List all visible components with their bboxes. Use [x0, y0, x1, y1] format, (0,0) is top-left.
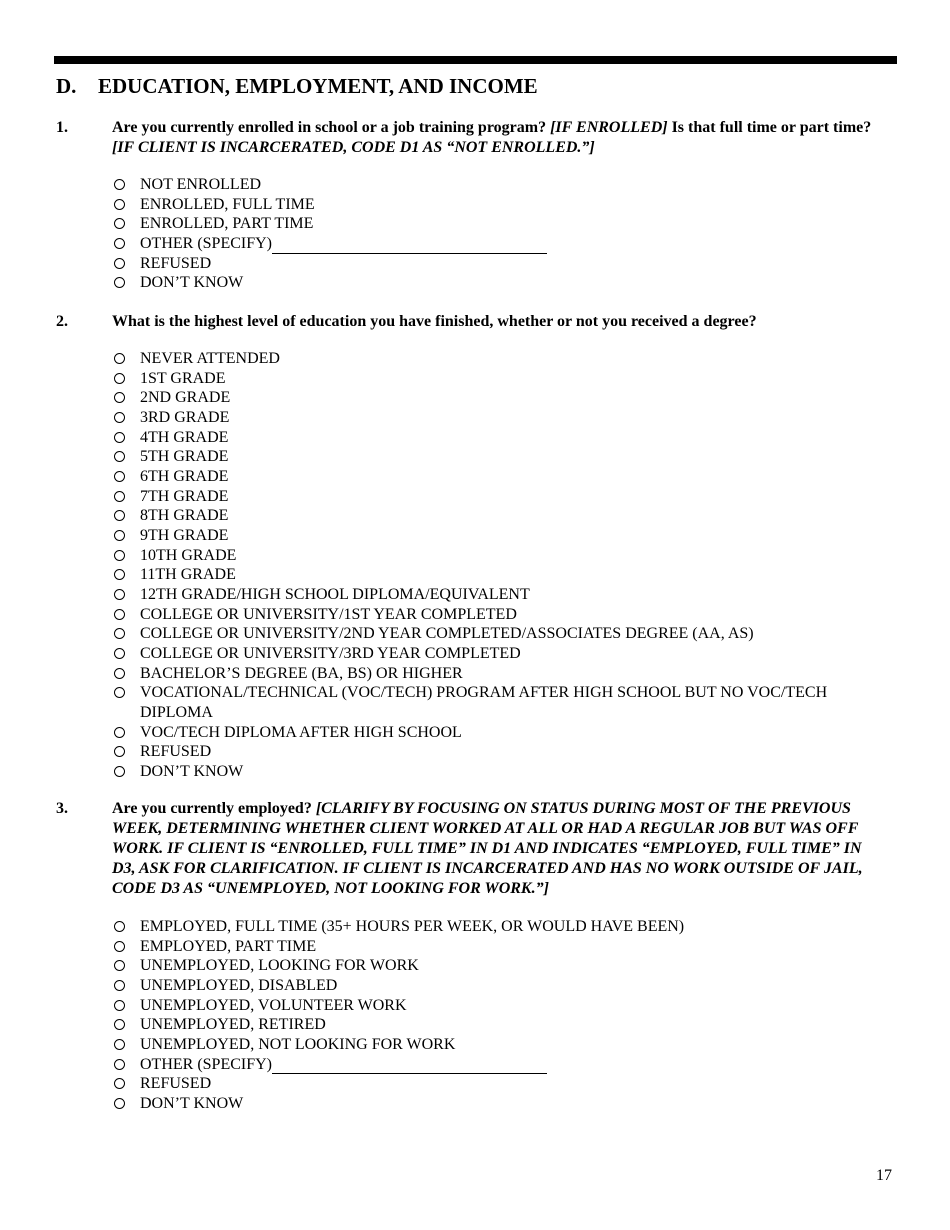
- options-list-q2: [112, 349, 892, 782]
- option-label: EMPLOYED, FULL TIME (35+ HOURS PER WEEK, OR WOULD HAVE BEEN): [140, 918, 685, 935]
- option-label: REFUSED: [140, 1075, 212, 1093]
- question-text-part: Is that full time or part time?: [667, 119, 872, 136]
- answer-option[interactable]: [112, 605, 892, 625]
- radio-button-icon[interactable]: [114, 412, 125, 423]
- radio-button-icon[interactable]: [114, 609, 125, 620]
- radio-button-icon[interactable]: [114, 766, 125, 777]
- radio-button-icon[interactable]: [114, 668, 125, 679]
- option-label: COLLEGE OR UNIVERSITY/1ST YEAR COMPLETED: [140, 605, 517, 623]
- interviewer-instruction: [CLARIFY BY FOCUSING ON STATUS DURING MOST OF THE PREVIOUS WEEK, DETERMINING WHETHER CLIENT WORKED AT ALL OR HAD A REGULAR JOB BUT WAS OFF WORK. IF CLIENT IS “ENROLLED, FULL TIME” IN D1 AND INDICATES “EMPLOYED, FULL TIME” IN D3, ASK FOR CLARIFICATION. IF CLIENT IS INCARCERATED AND HAS NO WORK OUTSIDE OF JAIL, CODE D3 AS “UNEMPLOYED, NOT LOOKING FOR WORK.”]: [112, 800, 863, 897]
- radio-button-icon[interactable]: [114, 530, 125, 541]
- option-label: 7TH GRADE: [140, 487, 229, 505]
- answer-option[interactable]: [112, 664, 892, 684]
- radio-button-icon[interactable]: [114, 471, 125, 482]
- option-label: ENROLLED, FULL TIME: [140, 195, 315, 213]
- option-label: UNEMPLOYED, NOT LOOKING FOR WORK: [140, 1036, 456, 1054]
- radio-button-icon[interactable]: [114, 1000, 125, 1011]
- option-label: VOC/TECH DIPLOMA AFTER HIGH SCHOOL: [140, 723, 462, 741]
- answer-option[interactable]: [112, 428, 892, 448]
- question-number: 3.: [56, 800, 68, 817]
- answer-option[interactable]: [112, 917, 892, 937]
- radio-button-icon[interactable]: [114, 1019, 125, 1030]
- answer-option[interactable]: [112, 234, 892, 254]
- radio-button-icon[interactable]: [114, 648, 125, 659]
- answer-option[interactable]: [112, 487, 892, 507]
- option-label: UNEMPLOYED, LOOKING FOR WORK: [140, 957, 419, 975]
- question-text-part: Are you currently enrolled in school or a job training program?: [112, 119, 551, 136]
- answer-option[interactable]: [112, 1074, 892, 1094]
- answer-option[interactable]: [112, 762, 892, 782]
- answer-option[interactable]: [112, 369, 892, 389]
- answer-option[interactable]: [112, 1094, 892, 1114]
- answer-option[interactable]: [112, 976, 892, 996]
- radio-button-icon[interactable]: [114, 218, 125, 229]
- option-label: REFUSED: [140, 254, 212, 272]
- answer-option[interactable]: [112, 644, 892, 664]
- option-label: 12TH GRADE/HIGH SCHOOL DIPLOMA/EQUIVALENT: [140, 586, 530, 604]
- option-label: 5TH GRADE: [140, 448, 229, 466]
- answer-option[interactable]: [112, 683, 892, 722]
- option-label: BACHELOR’S DEGREE (BA, BS) OR HIGHER: [140, 664, 463, 682]
- answer-option[interactable]: [112, 1055, 892, 1075]
- option-label: NOT ENROLLED: [140, 176, 262, 193]
- option-label: 6TH GRADE: [140, 468, 229, 486]
- radio-button-icon[interactable]: [114, 980, 125, 991]
- option-label: 2ND GRADE: [140, 389, 231, 407]
- answer-option[interactable]: [112, 175, 892, 195]
- radio-button-icon[interactable]: [114, 628, 125, 639]
- radio-button-icon[interactable]: [114, 258, 125, 269]
- question-text-part: What is the highest level of education you have finished, whether or not you received a degree?: [112, 313, 757, 330]
- options-list-q1: [112, 175, 892, 293]
- answer-option[interactable]: [112, 195, 892, 215]
- option-label: REFUSED: [140, 743, 212, 761]
- option-label: NEVER ATTENDED: [140, 350, 280, 367]
- option-label: VOCATIONAL/TECHNICAL (VOC/TECH) PROGRAM AFTER HIGH SCHOOL BUT NO VOC/TECH DIPLOMA: [140, 684, 828, 722]
- option-label: COLLEGE OR UNIVERSITY/3RD YEAR COMPLETED: [140, 645, 521, 663]
- question-text-part: Are you currently employed?: [112, 800, 316, 817]
- answer-option[interactable]: [112, 1035, 892, 1055]
- option-label: COLLEGE OR UNIVERSITY/2ND YEAR COMPLETED/ASSOCIATES DEGREE (AA, AS): [140, 625, 754, 643]
- options-list-q3: [112, 917, 892, 1114]
- radio-button-icon[interactable]: [114, 179, 125, 190]
- option-label: DON’T KNOW: [140, 274, 244, 292]
- radio-button-icon[interactable]: [114, 277, 125, 288]
- option-label: OTHER (SPECIFY): [140, 1055, 273, 1073]
- specify-input-line[interactable]: [272, 1058, 547, 1074]
- answer-option[interactable]: [112, 467, 892, 487]
- radio-button-icon[interactable]: [114, 199, 125, 210]
- radio-button-icon[interactable]: [114, 569, 125, 580]
- radio-button-icon[interactable]: [114, 1039, 125, 1050]
- radio-button-icon[interactable]: [114, 589, 125, 600]
- section-title: [56, 72, 538, 100]
- radio-button-icon[interactable]: [114, 960, 125, 971]
- option-label: DON’T KNOW: [140, 763, 244, 781]
- option-label: 10TH GRADE: [140, 546, 237, 564]
- radio-button-icon[interactable]: [114, 746, 125, 757]
- radio-button-icon[interactable]: [114, 1059, 125, 1070]
- answer-option[interactable]: [112, 214, 892, 234]
- section-letter: D.: [56, 74, 77, 98]
- question-number: 2.: [56, 313, 68, 330]
- answer-option[interactable]: [112, 937, 892, 957]
- radio-button-icon[interactable]: [114, 373, 125, 384]
- radio-button-icon[interactable]: [114, 353, 125, 364]
- answer-option[interactable]: [112, 526, 892, 546]
- question-text: [112, 799, 888, 899]
- option-label: EMPLOYED, PART TIME: [140, 937, 317, 955]
- question-1: [56, 118, 888, 158]
- radio-button-icon[interactable]: [114, 550, 125, 561]
- option-label: OTHER (SPECIFY): [140, 235, 273, 253]
- answer-option[interactable]: [112, 447, 892, 467]
- radio-button-icon[interactable]: [114, 392, 125, 403]
- question-3: [56, 799, 888, 899]
- option-label: UNEMPLOYED, RETIRED: [140, 1016, 326, 1034]
- option-label: 3RD GRADE: [140, 409, 230, 427]
- interviewer-instruction: [IF ENROLLED]: [550, 119, 668, 136]
- radio-button-icon[interactable]: [114, 1078, 125, 1089]
- answer-option[interactable]: [112, 254, 892, 274]
- answer-option[interactable]: [112, 723, 892, 743]
- answer-option[interactable]: [112, 388, 892, 408]
- option-label: DON’T KNOW: [140, 1095, 244, 1113]
- page-number: 17: [876, 1167, 892, 1184]
- radio-button-icon[interactable]: [114, 491, 125, 502]
- section-rule: [54, 56, 897, 64]
- radio-button-icon[interactable]: [114, 510, 125, 521]
- question-text: [112, 312, 888, 332]
- radio-button-icon[interactable]: [114, 238, 125, 249]
- question-number: 1.: [56, 119, 68, 136]
- option-label: ENROLLED, PART TIME: [140, 215, 314, 233]
- option-label: 4TH GRADE: [140, 428, 229, 446]
- answer-option[interactable]: [112, 956, 892, 976]
- radio-button-icon[interactable]: [114, 1098, 125, 1109]
- answer-option[interactable]: [112, 546, 892, 566]
- section-title-text: EDUCATION, EMPLOYMENT, AND INCOME: [98, 74, 538, 98]
- answer-option[interactable]: [112, 408, 892, 428]
- radio-button-icon[interactable]: [114, 432, 125, 443]
- radio-button-icon[interactable]: [114, 687, 125, 698]
- answer-option[interactable]: [112, 273, 892, 293]
- radio-button-icon[interactable]: [114, 921, 125, 932]
- answer-option[interactable]: [112, 624, 892, 644]
- specify-input-line[interactable]: [272, 238, 547, 254]
- option-label: 1ST GRADE: [140, 369, 226, 387]
- option-label: 11TH GRADE: [140, 566, 236, 584]
- answer-option[interactable]: [112, 742, 892, 762]
- interviewer-instruction: [IF CLIENT IS INCARCERATED, CODE D1 AS “NOT ENROLLED.”]: [112, 139, 595, 156]
- question-2: [56, 312, 888, 332]
- answer-option[interactable]: [112, 996, 892, 1016]
- radio-button-icon[interactable]: [114, 451, 125, 462]
- option-label: 8TH GRADE: [140, 507, 229, 525]
- answer-option[interactable]: [112, 1015, 892, 1035]
- question-text: [112, 118, 888, 158]
- answer-option[interactable]: [112, 349, 892, 369]
- answer-option[interactable]: [112, 585, 892, 605]
- radio-button-icon[interactable]: [114, 941, 125, 952]
- option-label: UNEMPLOYED, DISABLED: [140, 977, 338, 995]
- radio-button-icon[interactable]: [114, 727, 125, 738]
- option-label: UNEMPLOYED, VOLUNTEER WORK: [140, 996, 407, 1014]
- answer-option[interactable]: [112, 506, 892, 526]
- option-label: 9TH GRADE: [140, 527, 229, 545]
- answer-option[interactable]: [112, 565, 892, 585]
